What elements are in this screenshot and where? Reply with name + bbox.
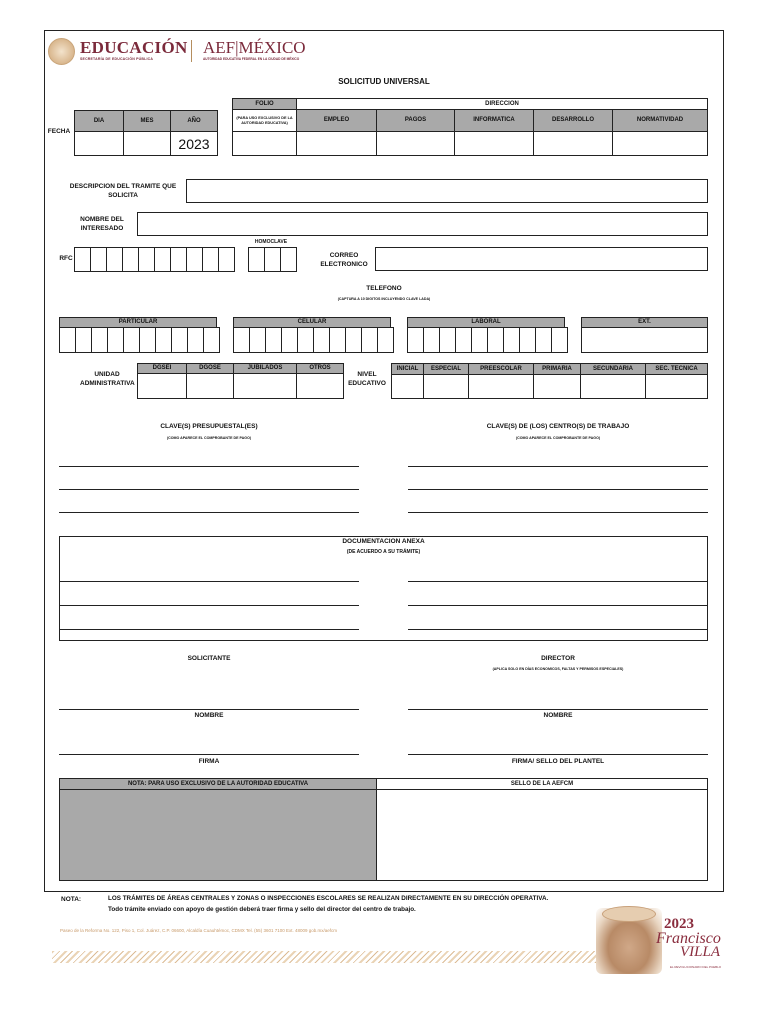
telefono-ext-input[interactable] [581, 327, 708, 353]
descripcion-input[interactable] [186, 179, 708, 203]
nota-footer-label: NOTA: [61, 896, 82, 903]
telefono-particular-header: PARTICULAR [59, 317, 217, 328]
fecha-dia-input[interactable] [74, 131, 124, 156]
clave-presupuestal-line-1[interactable] [59, 466, 359, 467]
villa-hat-icon [602, 906, 656, 922]
telefono-particular-cell[interactable] [171, 327, 188, 353]
telefono-particular-cell[interactable] [123, 327, 140, 353]
telefono-laboral-cell[interactable] [487, 327, 504, 353]
nivel-col-inicial: INICIAL [391, 363, 424, 375]
nivel-col-sec-tecnica: SEC. TECNICA [645, 363, 708, 375]
telefono-particular-cell[interactable] [75, 327, 92, 353]
correo-label: CORREO ELECTRONICO [320, 252, 368, 268]
documentacion-line-3[interactable] [59, 629, 359, 630]
autoridad-nota-area [59, 789, 377, 881]
fecha-mes-header: MES [123, 110, 171, 132]
direccion-header: DIRECCION [296, 98, 708, 110]
nota-footer-line1: LOS TRÁMITES DE ÁREAS CENTRALES Y ZONAS O INSPECCIONES ESCOLARES SE REALIZAN DIRECTAMENTE EN SU DIRECCIÓN OPERATIVA. [108, 895, 549, 902]
telefono-particular-cell[interactable] [155, 327, 172, 353]
direccion-col-pagos: PAGOS [376, 109, 455, 132]
nivel-label: NIVEL EDUCATIVO [348, 371, 386, 387]
telefono-particular-cell[interactable] [107, 327, 124, 353]
clave-centro-note: (COMO APARECE EL COMPROBANTE DE PAGO) [515, 436, 601, 440]
rfc-cell[interactable] [154, 247, 171, 272]
nivel-col-especial: ESPECIAL [423, 363, 469, 375]
nombre-input[interactable] [137, 212, 708, 236]
clave-centro-line-3[interactable] [408, 512, 708, 513]
telefono-laboral-cell[interactable] [535, 327, 552, 353]
documentacion-line-6[interactable] [408, 629, 708, 630]
unidad-label: UNIDAD ADMINISTRATIVA [80, 371, 135, 387]
folio-note: (PARA USO EXCLUSIVO DE LA AUTORIDAD EDUCATIVA) [232, 109, 297, 132]
nivel-col-preescolar: PREESCOLAR [468, 363, 534, 375]
unidad-col-dgose: DGOSE [186, 363, 234, 374]
logo-educacion: EDUCACIÓN [80, 38, 188, 57]
logo-aef-subtitle: AUTORIDAD EDUCATIVA FEDERAL EN LA CIUDAD DE MÉXICO [203, 57, 300, 61]
homoclave-cell[interactable] [248, 247, 265, 272]
telefono-laboral-cell[interactable] [519, 327, 536, 353]
documentacion-line-1[interactable] [59, 581, 359, 582]
fecha-anio-input[interactable]: 2023 [170, 131, 218, 156]
nivel-primaria-input[interactable] [533, 374, 581, 399]
telefono-particular-cell[interactable] [139, 327, 156, 353]
direccion-col-desarrollo: DESARROLLO [533, 109, 613, 132]
autoridad-nota-header: NOTA: PARA USO EXCLUSIVO DE LA AUTORIDAD EDUCATIVA [59, 778, 377, 790]
rfc-cell[interactable] [218, 247, 235, 272]
rfc-cell[interactable] [74, 247, 91, 272]
telefono-celular-cell[interactable] [313, 327, 330, 353]
clave-presupuestal-label: CLAVE(S) PRESUPUESTAL(ES) [160, 423, 258, 430]
nivel-col-primaria: PRIMARIA [533, 363, 581, 375]
villa-year: 2023 [664, 916, 694, 932]
descripcion-label: DESCRIPCION DEL TRAMITE QUE SOLICITA [69, 183, 177, 199]
documentacion-label: DOCUMENTACION ANEXA [342, 538, 425, 545]
rfc-cell[interactable] [170, 247, 187, 272]
direccion-empleo-input[interactable] [296, 131, 377, 156]
documentacion-note: (DE ACUERDO A SU TRÁMITE) [346, 549, 421, 555]
homoclave-label: HOMOCLAVE [254, 239, 288, 245]
unidad-col-dgsei: DGSEI [137, 363, 187, 374]
nombre-label: NOMBRE DEL INTERESADO [80, 216, 124, 232]
telefono-particular-cell[interactable] [91, 327, 108, 353]
telefono-celular-cell[interactable] [345, 327, 362, 353]
solicitante-firma-line[interactable] [59, 754, 359, 755]
villa-name: Francisco [656, 930, 721, 947]
clave-presupuestal-line-3[interactable] [59, 512, 359, 513]
fecha-anio-header: AÑO [170, 110, 218, 132]
rfc-cell[interactable] [202, 247, 219, 272]
solicitante-firma-label: FIRMA [198, 758, 220, 765]
fecha-label: FECHA [47, 128, 71, 135]
villa-subtitle: EL REVOLUCIONARIO DEL PUEBLO [670, 965, 722, 969]
telefono-laboral-header: LABORAL [407, 317, 565, 328]
rfc-cell[interactable] [186, 247, 203, 272]
rfc-cell[interactable] [106, 247, 123, 272]
telefono-particular-cell[interactable] [203, 327, 220, 353]
telefono-ext-header: EXT. [581, 317, 708, 328]
logo-aef: AEF|MÉXICO [203, 38, 306, 57]
clave-centro-line-2[interactable] [408, 489, 708, 490]
nivel-especial-input[interactable] [423, 374, 469, 399]
direccion-informatica-input[interactable] [454, 131, 534, 156]
logo-educacion-subtitle: SECRETARÍA DE EDUCACIÓN PÚBLICA [80, 57, 154, 61]
director-nombre-label: NOMBRE [543, 712, 573, 719]
rfc-cell[interactable] [90, 247, 107, 272]
solicitante-nombre-line[interactable] [59, 709, 359, 710]
telefono-celular-cell[interactable] [329, 327, 346, 353]
rfc-label: RFC [59, 255, 73, 262]
director-firma-line[interactable] [408, 754, 708, 755]
director-firma-label: FIRMA/ SELLO DEL PLANTEL [511, 758, 605, 765]
nivel-secundaria-input[interactable] [580, 374, 646, 399]
footer-decorative-band [52, 951, 602, 963]
telefono-laboral-cell[interactable] [551, 327, 568, 353]
homoclave-cell[interactable] [280, 247, 297, 272]
telefono-laboral-cell[interactable] [439, 327, 456, 353]
telefono-particular-cell[interactable] [187, 327, 204, 353]
documentacion-line-2[interactable] [59, 605, 359, 606]
fecha-dia-header: DIA [74, 110, 124, 132]
direccion-col-informatica: INFORMATICA [454, 109, 534, 132]
rfc-cell[interactable] [122, 247, 139, 272]
direccion-normatividad-input[interactable] [612, 131, 708, 156]
telefono-celular-cell[interactable] [233, 327, 250, 353]
telefono-celular-cell[interactable] [297, 327, 314, 353]
telefono-celular-cell[interactable] [265, 327, 282, 353]
folio-header: FOLIO [232, 98, 297, 110]
telefono-celular-cell[interactable] [377, 327, 394, 353]
clave-presupuestal-note: (COMO APARECE EL COMPROBANTE DE PAGO) [166, 436, 252, 440]
homoclave-cell[interactable] [264, 247, 281, 272]
unidad-col-jubilados: JUBILADOS [233, 363, 297, 374]
direccion-col-empleo: EMPLEO [296, 109, 377, 132]
documentacion-line-5[interactable] [408, 605, 708, 606]
nivel-preescolar-input[interactable] [468, 374, 534, 399]
correo-input[interactable] [375, 247, 708, 271]
telefono-laboral-cell[interactable] [455, 327, 472, 353]
clave-centro-label: CLAVE(S) DE (LOS) CENTRO(S) DE TRABAJO [486, 423, 630, 430]
clave-presupuestal-line-2[interactable] [59, 489, 359, 490]
unidad-jubilados-input[interactable] [233, 373, 297, 399]
telefono-label: TELEFONO [366, 285, 402, 292]
telefono-celular-header: CELULAR [233, 317, 391, 328]
telefono-celular-cell[interactable] [249, 327, 266, 353]
unidad-dgsei-input[interactable] [137, 373, 187, 399]
telefono-note: (CAPTURA A 10 DIGITOS INCLUYENDO CLAVE LADA) [337, 297, 431, 301]
direccion-pagos-input[interactable] [376, 131, 455, 156]
telefono-celular-cell[interactable] [281, 327, 298, 353]
fecha-mes-input[interactable] [123, 131, 171, 156]
unidad-otros-input[interactable] [296, 373, 344, 399]
form-title: SOLICITUD UNIVERSAL [338, 77, 430, 86]
rfc-cell[interactable] [138, 247, 155, 272]
clave-centro-line-1[interactable] [408, 466, 708, 467]
direccion-desarrollo-input[interactable] [533, 131, 613, 156]
folio-input[interactable] [232, 131, 297, 156]
telefono-laboral-cell[interactable] [407, 327, 424, 353]
documentacion-line-4[interactable] [408, 581, 708, 582]
direccion-col-normatividad: NORMATIVIDAD [612, 109, 708, 132]
villa-last-name: VILLA [680, 944, 721, 960]
nota-footer-line2: Todo trámite enviado con apoyo de gestión deberá traer firma y sello del director del centro de trabajo. [108, 906, 416, 913]
telefono-celular-cell[interactable] [361, 327, 378, 353]
nivel-sec-tecnica-input[interactable] [645, 374, 708, 399]
nivel-inicial-input[interactable] [391, 374, 424, 399]
sello-aefcm-header: SELLO DE LA AEFCM [376, 778, 708, 790]
nivel-col-secundaria: SECUNDARIA [580, 363, 646, 375]
sello-aefcm-area [376, 789, 708, 881]
telefono-laboral-cell[interactable] [423, 327, 440, 353]
director-nombre-line[interactable] [408, 709, 708, 710]
director-note: (APLICA SOLO EN DÍAS ECONOMICOS, FALTAS Y PERMISOS ESPECIALES) [492, 667, 624, 671]
telefono-particular-cell[interactable] [59, 327, 76, 353]
solicitante-nombre-label: NOMBRE [194, 712, 224, 719]
footer-address: Paseo de la Reforma No. 122, Piso 1, Col. Juárez, C.P. 06600, Alcaldía Cuauhtémoc, CDMX Tel. (55) 3601 7100 Ext. 48009 gob.mx/aefcm [60, 928, 337, 933]
solicitante-label: SOLICITANTE [187, 655, 231, 662]
telefono-laboral-cell[interactable] [471, 327, 488, 353]
unidad-dgose-input[interactable] [186, 373, 234, 399]
director-label: DIRECTOR [541, 655, 575, 662]
unidad-col-otros: OTROS [296, 363, 344, 374]
telefono-laboral-cell[interactable] [503, 327, 520, 353]
